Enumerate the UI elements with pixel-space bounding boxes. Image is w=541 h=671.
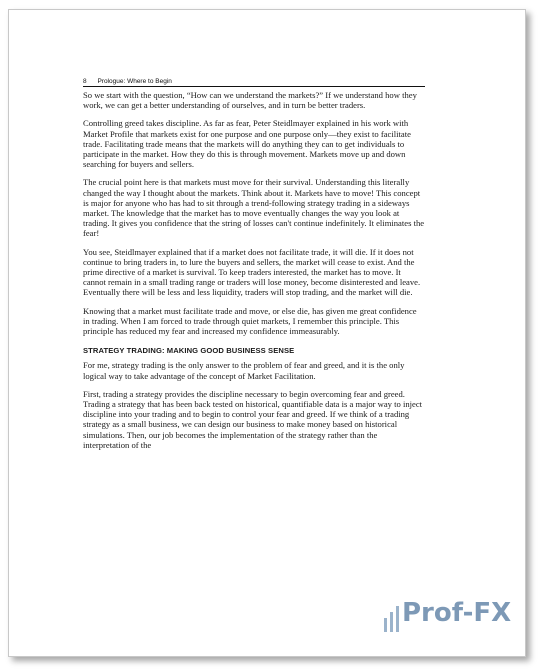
running-header: [83, 78, 425, 87]
paragraph-4: You see, Steidlmayer explained that if a market does not facilitate trade, it will die. If it does not continue to bring traders in, to lure the buyers and sellers, the market will cease to exist. And the prime directive of a market is survival. To keep traders interested, the market has to move. It cannot remain in a small trading range or traders will lose money, become disinterested and leave. Eventually there will be less and less liquidity, traders will stop trading, and the market will die.: [83, 246, 421, 298]
paragraph-1: So we start with the question, “How can we understand the markets?” If we understand how they work, we can get a better understanding of ourselves, and in turn be better traders.: [83, 90, 417, 111]
paragraph-7: First, trading a strategy provides the discipline necessary to begin overcoming fear and greed. Trading a strategy that has been back tested on historical, quantifiable data is a major way to inject discipline into your trading and to begin to control your fear and greed. If we think of a trading strategy as a small business, we can design our business to make money based on historical simulations. Then, our job becomes the implementation of the strategy rather than the interpretation of the: [83, 388, 423, 450]
watermark-text: Prof-FX: [402, 598, 512, 628]
chapter-title: Prologue: Where to Begin: [97, 78, 172, 85]
page-number: 8: [83, 78, 87, 85]
section-heading: STRATEGY TRADING: MAKING GOOD BUSINESS SENSE: [83, 346, 295, 356]
paragraph-5: Knowing that a market must facilitate trade and move, or else die, has given me great confidence in trading. When I am forced to trade through quiet markets, I remember this principle. This principle has reduced my fear and increased my confidence immeasurably.: [83, 305, 417, 337]
body-text: [83, 90, 425, 458]
paragraph-3: The crucial point here is that markets must move for their survival. Understanding this literally changed the way I thought about the markets. Think about it. Markets have to move! This concept is major for anyone who has had to sit through a trend-following strategy trading in a sideways market. The knowledge that the market has to move eventually changes the way you look at trading. It gives you confidence that the string of losses can't continue indefinitely. It eliminates the fear!: [83, 177, 425, 239]
paragraph-2: Controlling greed takes discipline. As far as fear, Peter Steidlmayer explained in his work with Market Profile that markets exist for one purpose and one purpose only—they exist to facilitate trade. Facilitating trade means that the markets will do anything they can to get individuals to participate in the market. How they do this is through movement. Markets move up and down searching for buyers and sellers.: [83, 118, 411, 170]
paragraph-6: For me, strategy trading is the only answer to the problem of fear and greed, and it is the only logical way to take advantage of the concept of Market Facilitation.: [83, 360, 405, 381]
